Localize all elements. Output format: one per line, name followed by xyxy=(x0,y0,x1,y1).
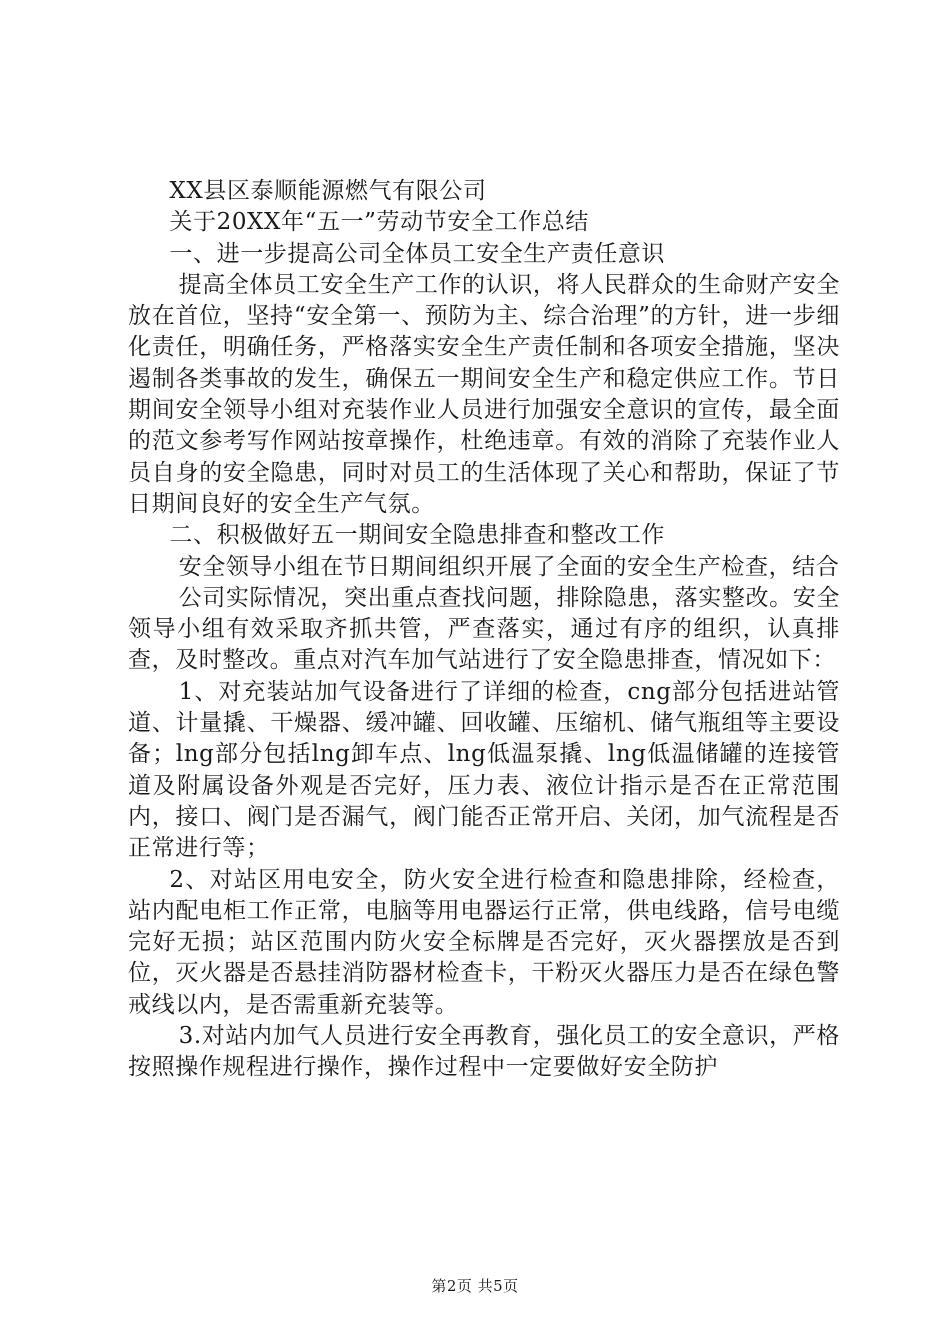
list-item-1: 1、对充装站加气设备进行了详细的检查，cng部分包括进站管道、计量撬、干燥器、缓冲罐、回收罐、压缩机、储气瓶组等主要设备；lng部分包括lng卸车点、lng低温泵撬、lng低温储罐的连接管道及附属设备外观是否完好，压力表、液位计指示是否在正常范围内，接口、阀门是否漏气，阀门能否正常开启、关闭，加气流程是否正常进行等； xyxy=(128,678,840,862)
list-item-3: 3.对站内加气人员进行安全再教育，强化员工的安全意识，严格按照操作规程进行操作，操作过程中一定要做好安全防护 xyxy=(128,1023,840,1081)
section-heading-1: 一、进一步提高公司全体员工安全生产责任意识 xyxy=(169,240,665,267)
page-number-footer: 第2页 共5页 xyxy=(431,1277,519,1295)
section-heading-2: 二、积极做好五一期间安全隐患排查和整改工作 xyxy=(169,522,665,549)
paragraph-3: 公司实际情况，突出重点查找问题，排除隐患，落实整改。安全领导小组有效采取齐抓共管，严查落实，通过有序的组织，认真排查，及时整改。重点对汽车加气站进行了安全隐患排查，情况如下： xyxy=(128,584,840,674)
list-item-2: 2、对站区用电安全，防火安全进行检查和隐患排除，经检查，站内配电柜工作正常，电脑等用电器运行正常，供电线路，信号电缆完好无损；站区范围内防火安全标牌是否完好，灭火器摆放是否到位，灭火器是否悬挂消防器材检查卡，干粉灭火器压力是否在绿色警戒线以内，是否需重新充装等。 xyxy=(128,866,840,1018)
company-name: XX县区泰顺能源燃气有限公司 xyxy=(169,178,487,204)
paragraph-2: 安全领导小组在节日期间组织开展了全面的安全生产检查，结合 xyxy=(178,553,840,580)
paragraph-1: 提高全体员工安全生产工作的认识，将人民群众的生命财产安全放在首位，坚持“安全第一、预防为主、综合治理”的方针，进一步细化责任，明确任务，严格落实安全生产责任制和各项安全措施，坚决遏制各类事故的发生，确保五一期间安全生产和稳定供应工作。节日期间安全领导小组对充装作业人员进行加强安全意识的宣传，最全面的范文参考写作网站按章操作，杜绝违章。有效的消除了充装作业人员自身的安全隐患，同时对员工的生活体现了关心和帮助，保证了节日期间良好的安全生产气氛。 xyxy=(128,271,840,517)
document-title: 关于20XX年“五一”劳动节安全工作总结 xyxy=(169,209,589,236)
document-body xyxy=(128,176,840,1084)
